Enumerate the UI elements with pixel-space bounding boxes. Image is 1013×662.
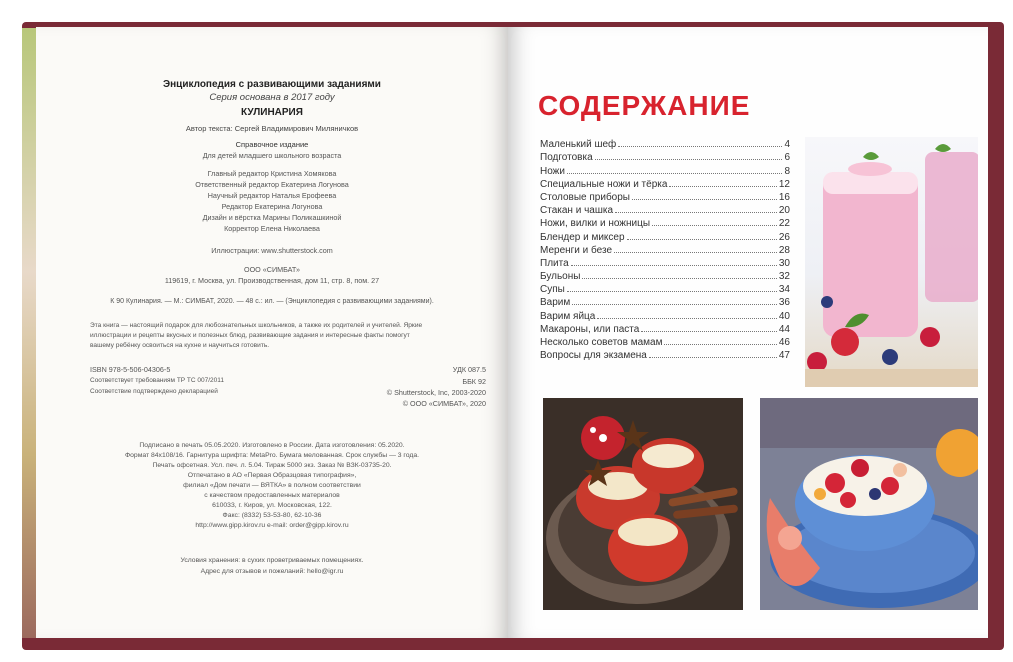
smoothie-photo (805, 137, 978, 387)
toc-entry-title: Вопросы для экзамена (540, 350, 647, 362)
credit-line: Научный редактор Наталья Ерофеева (207, 191, 337, 200)
toc-entry-title: Ножи (540, 165, 565, 177)
toc-dot-leader (597, 318, 777, 319)
toc-entry-page: 36 (778, 297, 790, 309)
toc-dot-leader (641, 331, 777, 332)
toc-entry-page: 20 (778, 205, 790, 217)
toc-entry (540, 177, 790, 190)
toc-entry (540, 150, 790, 163)
toc-dot-leader (652, 225, 777, 226)
credit-line: Редактор Екатерина Логунова (221, 202, 323, 211)
toc-entry-page: 26 (778, 231, 790, 243)
toc-entry (540, 163, 790, 176)
audience-line: Для детей младшего школьного возраста (202, 151, 342, 160)
print-info-line: Отпечатано в АО «Первая Образцовая типография», (187, 472, 357, 479)
toc-entry-page: 40 (778, 310, 790, 322)
toc-entry-title: Столовые приборы (540, 191, 630, 203)
toc-entry-title: Бульоны (540, 271, 581, 283)
toc-entry-page: 4 (784, 139, 790, 151)
toc-dot-leader (567, 173, 782, 174)
toc-entry-title: Специальные ножи и тёрка (540, 178, 668, 190)
toc-dot-leader (615, 212, 777, 213)
toc-entry (540, 137, 790, 150)
toc-entry-title: Несколько советов мамам (540, 337, 663, 348)
toc-dot-leader (571, 265, 777, 266)
credit-line: Ответственный редактор Екатерина Логунова (195, 180, 349, 189)
toc-dot-leader (627, 239, 777, 240)
toc-entry-page: 47 (778, 350, 790, 362)
toc-entry-page: 8 (784, 165, 790, 177)
illustrations-credit: Иллюстрации: www.shutterstock.com (211, 246, 333, 255)
baked-apples-photo (543, 398, 743, 610)
print-info-line: Факс: (8332) 53-53-80, 62-10-36 (222, 512, 322, 519)
toc-entry-title: Подготовка (540, 152, 593, 164)
print-info-line: филиал «Дом печати — ВЯТКА» в полном соответствии (183, 482, 361, 489)
print-info-line: Печать офсетная. Усл. печ. л. 5.04. Тираж 5000 экз. Заказ № ВЗК-03735-20. (152, 462, 392, 469)
cover-edge (22, 28, 36, 638)
toc-entry-title: Маленький шеф (540, 139, 617, 151)
toc-entry-title: Стакан и чашка (540, 205, 614, 217)
toc-dot-leader (669, 186, 776, 187)
toc-entry (540, 190, 790, 203)
toc-entry-page: 44 (778, 323, 790, 335)
series-title: Энциклопедия с развивающими заданиями (163, 79, 381, 90)
print-info-line: Подписано в печать 05.05.2020. Изготовлено в России. Дата изготовления: 05.2020. (139, 442, 405, 449)
toc-entry (540, 243, 790, 256)
print-info-line: с качеством предоставленных материалов (204, 492, 340, 499)
toc-entry-title: Супы (540, 284, 565, 296)
isbn: ISBN 978-5-506-04306-5 (90, 365, 171, 374)
copyright-line: © ООО «СИМБАТ», 2020 (402, 399, 486, 408)
baked-apples-illustration (543, 398, 743, 610)
compliance-note: Соответствует требованиям ТР ТС 007/2011 (90, 377, 225, 384)
annotation-line: вашему ребёнку освоиться на кухне и научиться готовить. (90, 342, 270, 349)
toc-dot-leader (614, 252, 777, 253)
toc-dot-leader (664, 344, 776, 345)
fruit-salad-illustration (760, 398, 978, 610)
toc-entry (540, 295, 790, 308)
fruit-salad-photo (760, 398, 978, 610)
toc-entry-page: 16 (778, 191, 790, 203)
catalog-entry: К 90 Кулинария. — М.: СИМБАТ, 2020. — 48 с.: ил. — (Энциклопедия с развивающими заданиями). (110, 298, 434, 305)
credit-line: Главный редактор Кристина Хомякова (207, 169, 337, 178)
print-info-line: 610033, г. Киров, ул. Московская, 122. (212, 502, 332, 509)
toc-entry-title: Ножи, вилки и ножницы (540, 218, 651, 230)
udk-code: УДК 087.5 (452, 365, 486, 374)
storage-conditions: Условия хранения: в сухих проветриваемых помещениях. (180, 557, 364, 564)
toc-entry (540, 256, 790, 269)
toc-dot-leader (572, 304, 777, 305)
credit-line: Дизайн и вёрстка Марины Поликашкиной (202, 213, 342, 222)
bbk-code: ББК 92 (462, 377, 486, 386)
publisher-name: ООО «СИМБАТ» (244, 265, 300, 274)
toc-entry (540, 348, 790, 361)
toc-entry (540, 308, 790, 321)
toc-entry-title: Варим (540, 297, 571, 309)
declaration-note: Соответствие подтверждено декларацией (90, 388, 218, 395)
toc-dot-leader (582, 278, 776, 279)
toc-entry-page: 30 (778, 257, 790, 269)
annotation-line: Эта книга — настоящий подарок для любознательных школьников, а также их родителей и учителей. Яркие (90, 322, 423, 329)
table-of-contents (540, 137, 790, 361)
contents-heading: СОДЕРЖАНИЕ (538, 90, 751, 121)
toc-entry-title: Макароны, или паста (540, 323, 640, 335)
series-note: Серия основана в 2017 году (209, 92, 335, 103)
toc-entry-title: Меренги и безе (540, 244, 613, 256)
book-title: КУЛИНАРИЯ (241, 107, 303, 118)
toc-entry-page: 46 (778, 337, 790, 348)
copyright-line: © Shutterstock, Inc, 2003-2020 (386, 388, 486, 397)
toc-dot-leader (567, 291, 777, 292)
toc-dot-leader (595, 159, 783, 160)
toc-entry-title: Варим яйца (540, 310, 596, 322)
author-line: Автор текста: Сергей Владимирович Миляничков (185, 124, 359, 133)
credit-line: Корректор Елена Николаева (224, 224, 320, 233)
toc-entry (540, 335, 790, 348)
edition-type: Справочное издание (235, 140, 309, 149)
publisher-address: 119619, г. Москва, ул. Производственная, дом 11, стр. 8, пом. 27 (164, 276, 380, 285)
toc-entry-title: Блендер и миксер (540, 231, 625, 243)
toc-entry (540, 269, 790, 282)
toc-dot-leader (649, 357, 777, 358)
toc-entry-page: 34 (778, 284, 790, 296)
smoothie-illustration (805, 137, 978, 387)
toc-entry-page: 6 (784, 152, 790, 164)
toc-dot-leader (632, 199, 777, 200)
toc-entry (540, 282, 790, 295)
toc-dot-leader (618, 146, 782, 147)
toc-entry (540, 216, 790, 229)
left-page (36, 27, 508, 638)
toc-entry-page: 32 (778, 271, 790, 283)
toc-entry (540, 203, 790, 216)
toc-entry-page: 22 (778, 218, 790, 230)
feedback-address: Адрес для отзывов и пожеланий: hello@igr.ru (200, 568, 344, 575)
print-info-line: Формат 84х108/16. Гарнитура шрифта: MetaPro. Бумага мелованная. Срок службы — 3 года. (124, 452, 420, 459)
toc-entry-page: 28 (778, 244, 790, 256)
toc-entry (540, 229, 790, 242)
annotation-line: иллюстрации и рецепты вкусных и полезных блюд, развивающие задания и интересные факты помогут (90, 332, 410, 339)
toc-entry (540, 322, 790, 335)
toc-entry-title: Плита (540, 257, 569, 269)
print-info-line: http://www.gipp.kirov.ru e-mail: order@gipp.kirov.ru (195, 522, 349, 529)
toc-entry-page: 12 (778, 178, 790, 190)
